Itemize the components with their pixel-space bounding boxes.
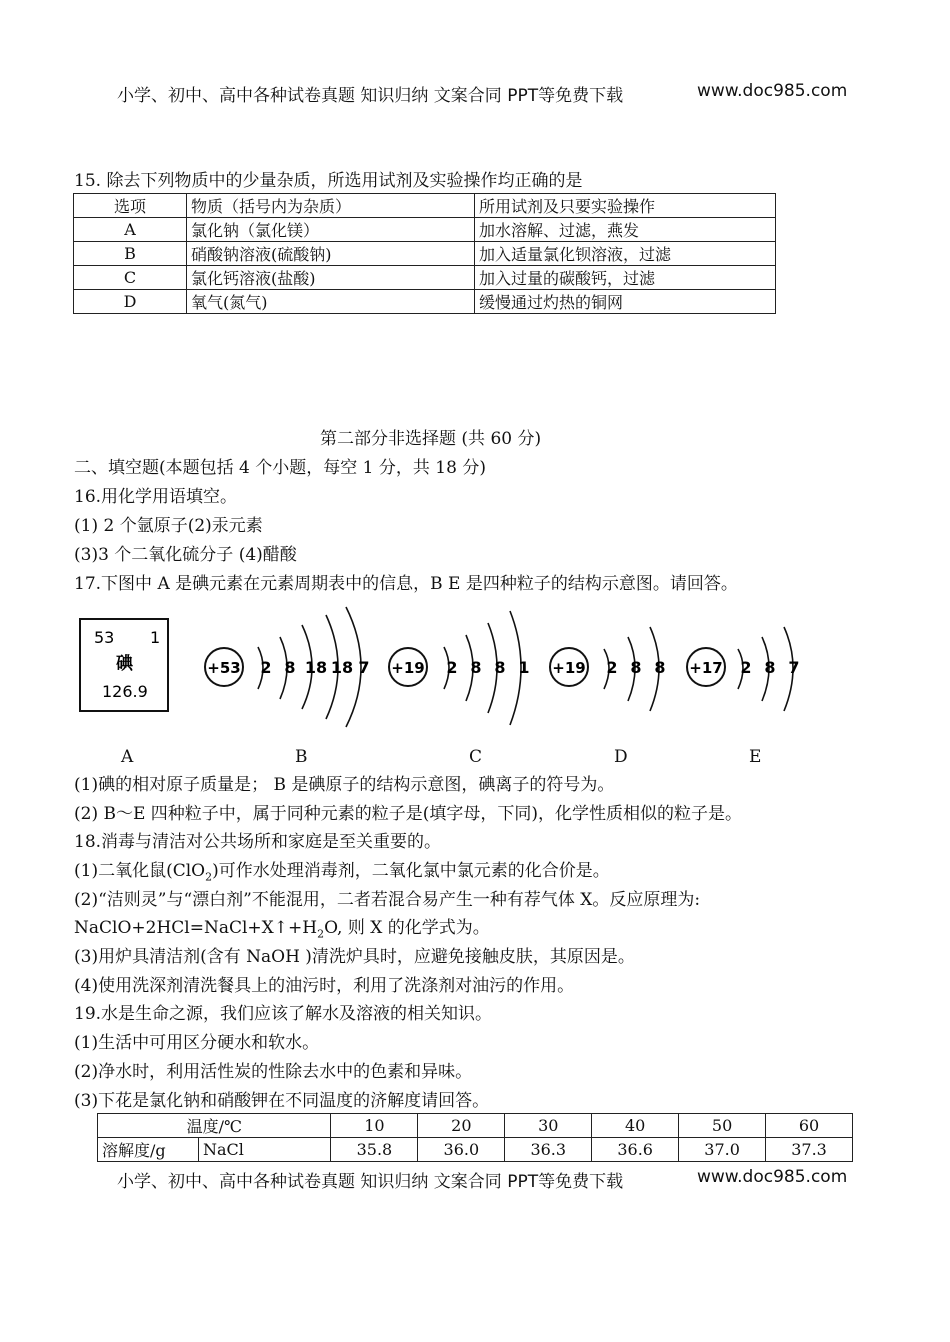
nucleus-charge: +19	[391, 659, 425, 677]
nucleus-charge: +17	[689, 659, 723, 677]
shell-electrons: 8	[654, 658, 666, 677]
q18-line1	[74, 861, 610, 887]
page-footer: 小学、初中、高中各种试卷真题 知识归纳 文案合同 PPT等免费下载	[117, 1172, 624, 1192]
temp-cell: 50	[679, 1114, 766, 1138]
shell-electrons: 18	[304, 658, 328, 677]
operation-cell: 缓慢通过灼热的铜网	[475, 290, 776, 314]
value-cell: 36.3	[505, 1138, 592, 1162]
temp-label-cell: 温度/℃	[98, 1114, 331, 1138]
shell-electrons: 8	[284, 658, 296, 677]
solubility-table	[97, 1113, 853, 1162]
element-name: 碘	[116, 654, 133, 674]
q19-stem: 19.水是生命之源，我们应该了解水及溶液的相关知识。	[74, 1004, 493, 1024]
shell-electrons: 8	[494, 658, 506, 677]
table-row	[74, 290, 776, 314]
shell-electrons: 8	[764, 658, 776, 677]
subscript: 2	[317, 927, 325, 941]
shell-electrons: 8	[470, 658, 482, 677]
table-header-row	[74, 194, 776, 218]
q19-line1: (1)生活中可用区分硬水和软水。	[74, 1033, 320, 1053]
shell-electrons: 2	[260, 658, 272, 677]
q18-line3-b: O, 则 X 的化学式为。	[324, 918, 490, 938]
atomic-number: 53	[94, 628, 115, 647]
figure-label-c: C	[469, 747, 483, 767]
value-cell: 36.6	[592, 1138, 679, 1162]
header-cell: 所用试剂及只要实验操作	[475, 194, 776, 218]
temp-cell: 60	[766, 1114, 853, 1138]
operation-cell: 加入适量氯化钡溶液，过滤	[475, 242, 776, 266]
header-text: 小学、初中、高中各种试卷真题 知识归纳 文案合同 PPT等免费下载	[117, 86, 624, 106]
option-cell: B	[74, 242, 187, 266]
temp-cell: 20	[418, 1114, 505, 1138]
atom-diagram-c	[389, 611, 530, 725]
section-heading: 二、填空题(本题包括 4 个小题，每空 1 分，共 18 分)	[74, 458, 486, 478]
header-cell: 物质（括号内为杂质）	[187, 194, 475, 218]
table-row	[74, 242, 776, 266]
option-cell: C	[74, 266, 187, 290]
element-card-iodine	[80, 619, 168, 711]
operation-cell: 加水溶解、过滤，燕发	[475, 218, 776, 242]
table-row	[74, 218, 776, 242]
value-cell: 35.8	[331, 1138, 418, 1162]
nucleus-charge: +19	[552, 659, 586, 677]
temp-cell: 30	[505, 1114, 592, 1138]
substance-cell: 硝酸钠溶液(硫酸钠)	[187, 242, 475, 266]
footer-site: www.doc985.com	[697, 1167, 848, 1187]
q16-line2: (3)3 个二氧化硫分子 (4)醋酸	[74, 545, 297, 565]
q18-line1-b: )可作水处理消毒剂，二氧化氯中氯元素的化合价是。	[212, 861, 610, 881]
substance-cell: NaCl	[199, 1138, 331, 1162]
shell-electrons: 18	[330, 658, 354, 677]
header-cell: 选项	[74, 194, 187, 218]
q18-line3-a: NaClO+2HCl=NaCl+X↑+H	[74, 918, 318, 938]
q17-line2: (2) B～E 四种粒子中，属于同种元素的粒子是(填字母，下同)，化学性质相似的粒子是。	[74, 804, 743, 824]
temp-cell: 40	[592, 1114, 679, 1138]
q18-line2: (2)“洁则灵”与“漂白剂”不能混用，二者若混合易产生一种有荐气体 X。反应原理为:	[74, 890, 701, 910]
figure-label-e: E	[749, 747, 762, 767]
temp-cell: 10	[331, 1114, 418, 1138]
q18-line5: (4)使用洗深剂清洗餐具上的油污时，利用了洗涤剂对油污的作用。	[74, 976, 575, 996]
q15-stem: 15. 除去下列物质中的少量杂质，所选用试剂及实验操作均正确的是	[74, 171, 583, 191]
q18-line3	[74, 918, 490, 944]
q17-stem: 17.下图中 A 是碘元素在元素周期表中的信息，B E 是四种粒子的结构示意图。请回答。	[74, 574, 738, 594]
substance-cell: 氯化钠（氯化镁）	[187, 218, 475, 242]
q18-line1-a: (1)二氧化鼠(ClO	[74, 861, 206, 881]
shell-electrons: 8	[630, 658, 642, 677]
figure-label-d: D	[614, 747, 628, 767]
figure-label-b: B	[295, 747, 308, 767]
q19-line2: (2)净水时，利用活性炭的性除去水中的色素和异味。	[74, 1062, 473, 1082]
atomic-mass: 126.9	[102, 682, 148, 701]
option-cell: D	[74, 290, 187, 314]
shell-electrons: 2	[740, 658, 752, 677]
subscript: 2	[205, 870, 213, 884]
solubility-row	[98, 1138, 853, 1162]
q19-line3: (3)下花是氯化钠和硝酸钾在不同温度的济解度请回答。	[74, 1091, 490, 1111]
operation-cell: 加入过量的碳酸钙，过滤	[475, 266, 776, 290]
value-cell: 37.3	[766, 1138, 853, 1162]
value-cell: 36.0	[418, 1138, 505, 1162]
q17-line1: (1)碘的相对原子质量是； B 是碘原子的结构示意图，碘离子的符号为。	[74, 775, 615, 795]
nucleus-charge: +53	[207, 659, 241, 677]
page-header	[117, 81, 623, 106]
temperature-row	[98, 1114, 853, 1138]
substance-cell: 氯化钙溶液(盐酸)	[187, 266, 475, 290]
q18-line4: (3)用炉具清洁剂(含有 NaOH )清洗炉具时，应避免接触皮肤，其原因是。	[74, 947, 635, 967]
q18-stem: 18.消毒与清洁对公共场所和家庭是至关重要的。	[74, 832, 442, 852]
shell-electrons: 2	[446, 658, 458, 677]
option-cell: A	[74, 218, 187, 242]
shell-electrons: 7	[358, 658, 370, 677]
shell-electrons: 2	[606, 658, 618, 677]
shell-electrons: 1	[518, 658, 530, 677]
q16-stem: 16.用化学用语填空。	[74, 487, 238, 507]
atom-diagram-d	[550, 627, 666, 711]
solubility-label-cell: 溶解度/g	[98, 1138, 199, 1162]
figure-label-a: A	[121, 747, 134, 767]
substance-cell: 氧气(氮气)	[187, 290, 475, 314]
atom-diagram-b	[205, 607, 370, 727]
atom-diagram-e	[687, 627, 800, 711]
element-valence: 1	[150, 628, 161, 647]
part2-title: 第二部分非选择题 (共 60 分)	[320, 429, 542, 449]
table-row	[74, 266, 776, 290]
q16-line1: (1) 2 个氩原子(2)汞元素	[74, 516, 263, 536]
q15-table	[73, 193, 776, 314]
shell-electrons: 7	[788, 658, 800, 677]
header-site: www.doc985.com	[697, 81, 848, 101]
atom-structure-figure	[70, 605, 810, 735]
value-cell: 37.0	[679, 1138, 766, 1162]
